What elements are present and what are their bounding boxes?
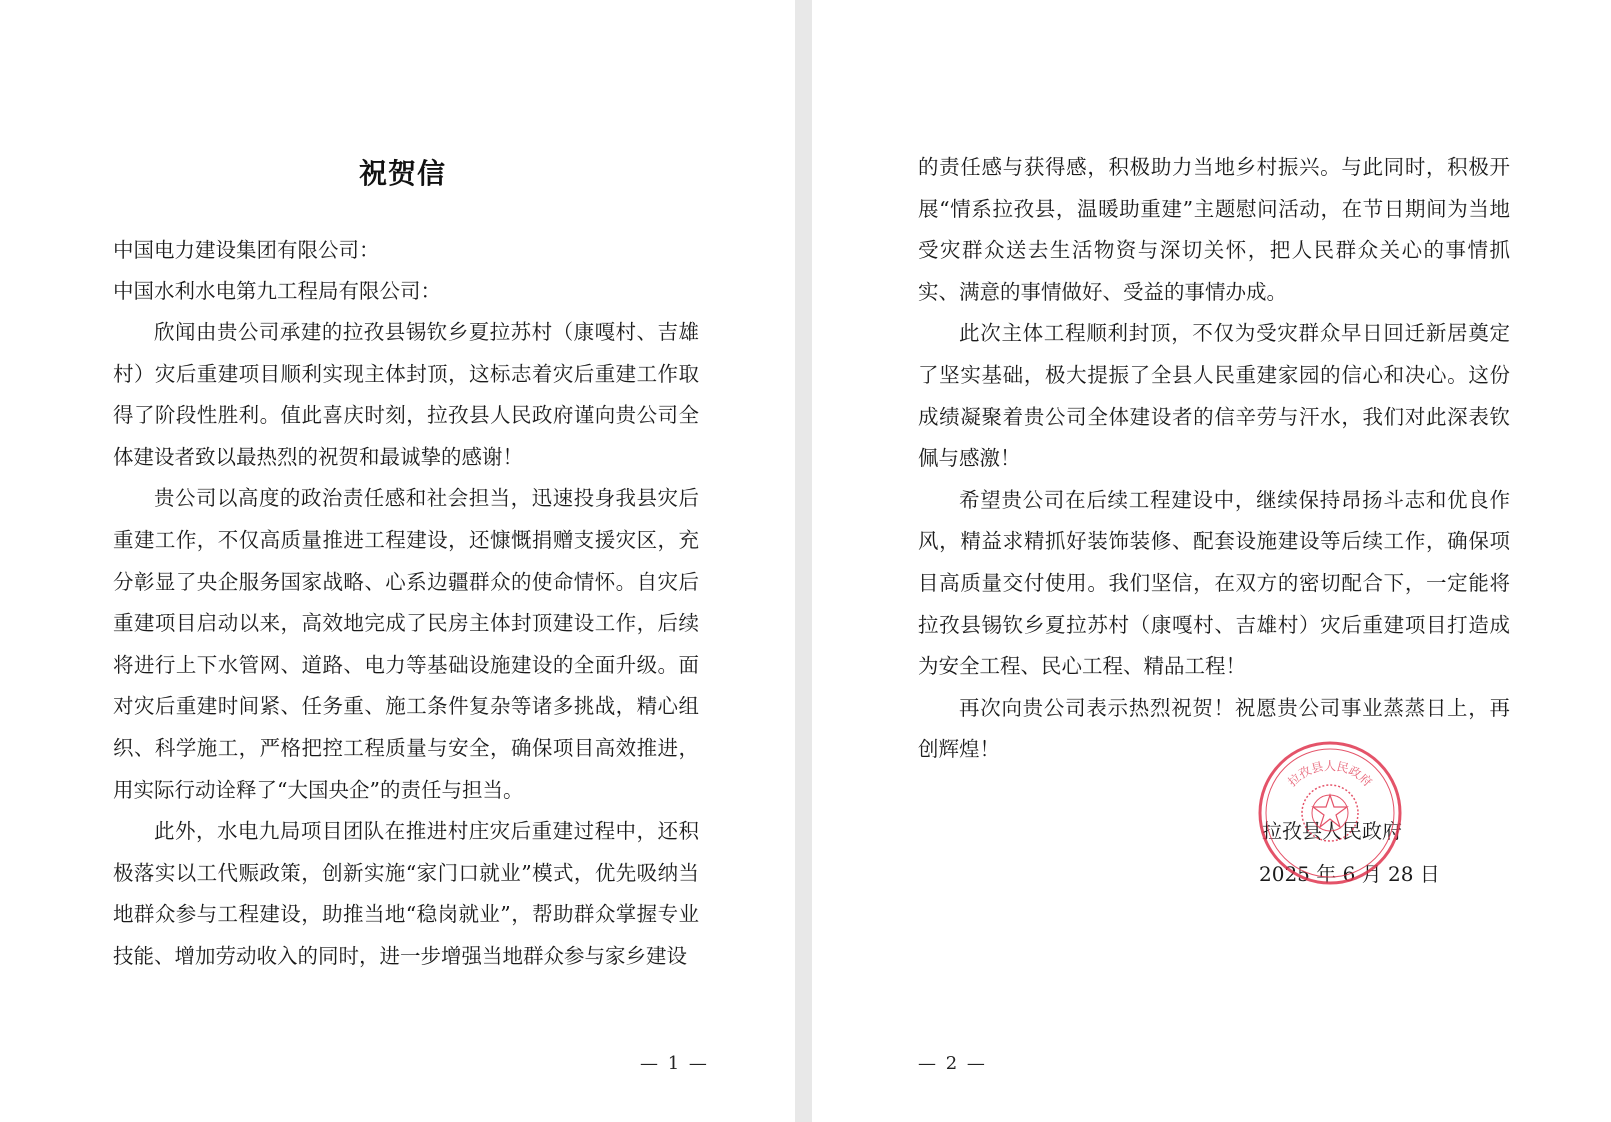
page-2 — [812, 0, 1611, 1122]
page-number-2: — 2 — — [918, 1053, 987, 1074]
paragraph-congratulation: 欣闻由贵公司承建的拉孜县锡钦乡夏拉苏村（康嘎村、吉雄村）灾后重建项目顺利实现主体封顶，这标志着灾后重建工作取得了阶段性胜利。值此喜庆时刻，拉孜县人民政府谨向贵公司全体建设者致以最热烈的祝贺和最诚挚的感谢！ — [113, 320, 699, 469]
letter-title: 祝贺信 — [358, 157, 446, 190]
seal-text: 拉孜县人民政府 — [1285, 759, 1375, 790]
signature-date: 2025 年 6 月 28 日 — [1259, 862, 1440, 886]
page-1 — [0, 0, 795, 1122]
paragraph-responsibility: 贵公司以高度的政治责任感和社会担当，迅速投身我县灾后重建工作，不仅高质量推进工程建设，还慷慨捐赠支援灾区，充分彰显了央企服务国家战略、心系边疆群众的使命情怀。自灾后重建项目启动以来，高效地完成了民房主体封顶建设工作，后续将进行上下水管网、道路、电力等基础设施建设的全面升级。面对灾后重建时间紧、任务重、施工条件复杂等诸多挑战，精心组织、科学施工，严格把控工程质量与安全，确保项目高效推进，用实际行动诠释了“大国央企”的责任与担当。 — [113, 486, 699, 802]
paragraph-continuation: 的责任感与获得感，积极助力当地乡村振兴。与此同时，积极开展“情系拉孜县，温暖助重建”主题慰问活动，在节日期间为当地受灾群众送去生活物资与深切关怀，把人民群众关心的事情抓实、满意的事情做好、受益的事情办成。 — [918, 155, 1510, 304]
paragraph-hope: 希望贵公司在后续工程建设中，继续保持昂扬斗志和优良作风，精益求精抓好装饰装修、配套设施建设等后续工作，确保项目高质量交付使用。我们坚信，在双方的密切配合下，一定能将拉孜县锡钦乡夏拉苏村（康嘎村、吉雄村）灾后重建项目打造成为安全工程、民心工程、精品工程！ — [918, 487, 1510, 679]
page-number-1: — 1 — — [640, 1053, 709, 1074]
signer-name: 拉孜县人民政府 — [1262, 819, 1402, 843]
page-2-body — [918, 147, 1510, 771]
paragraph-topping-out: 此次主体工程顺利封顶，不仅为受灾群众早日回迁新居奠定了坚实基础，极大提振了全县人民重建家园的信心和决心。这份成绩凝聚着贵公司全体建设者的信辛劳与汗水，我们对此深表钦佩与感激！ — [918, 321, 1510, 471]
recipient-line-2: 中国水利水电第九工程局有限公司： — [113, 279, 441, 303]
recipient-line-1: 中国电力建设集团有限公司： — [113, 238, 380, 262]
paragraph-closing: 再次向贵公司表示热烈祝贺！祝愿贵公司事业蒸蒸日上，再创辉煌！ — [918, 695, 1510, 762]
page-1-body — [113, 312, 699, 978]
paragraph-employment: 此外，水电九局项目团队在推进村庄灾后重建过程中，还积极落实以工代赈政策，创新实施“家门口就业”模式，优先吸纳当地群众参与工程建设，助推当地“稳岗就业”，帮助群众掌握专业技能、增加劳动收入的同时，进一步增强当地群众参与家乡建设 — [113, 819, 699, 968]
